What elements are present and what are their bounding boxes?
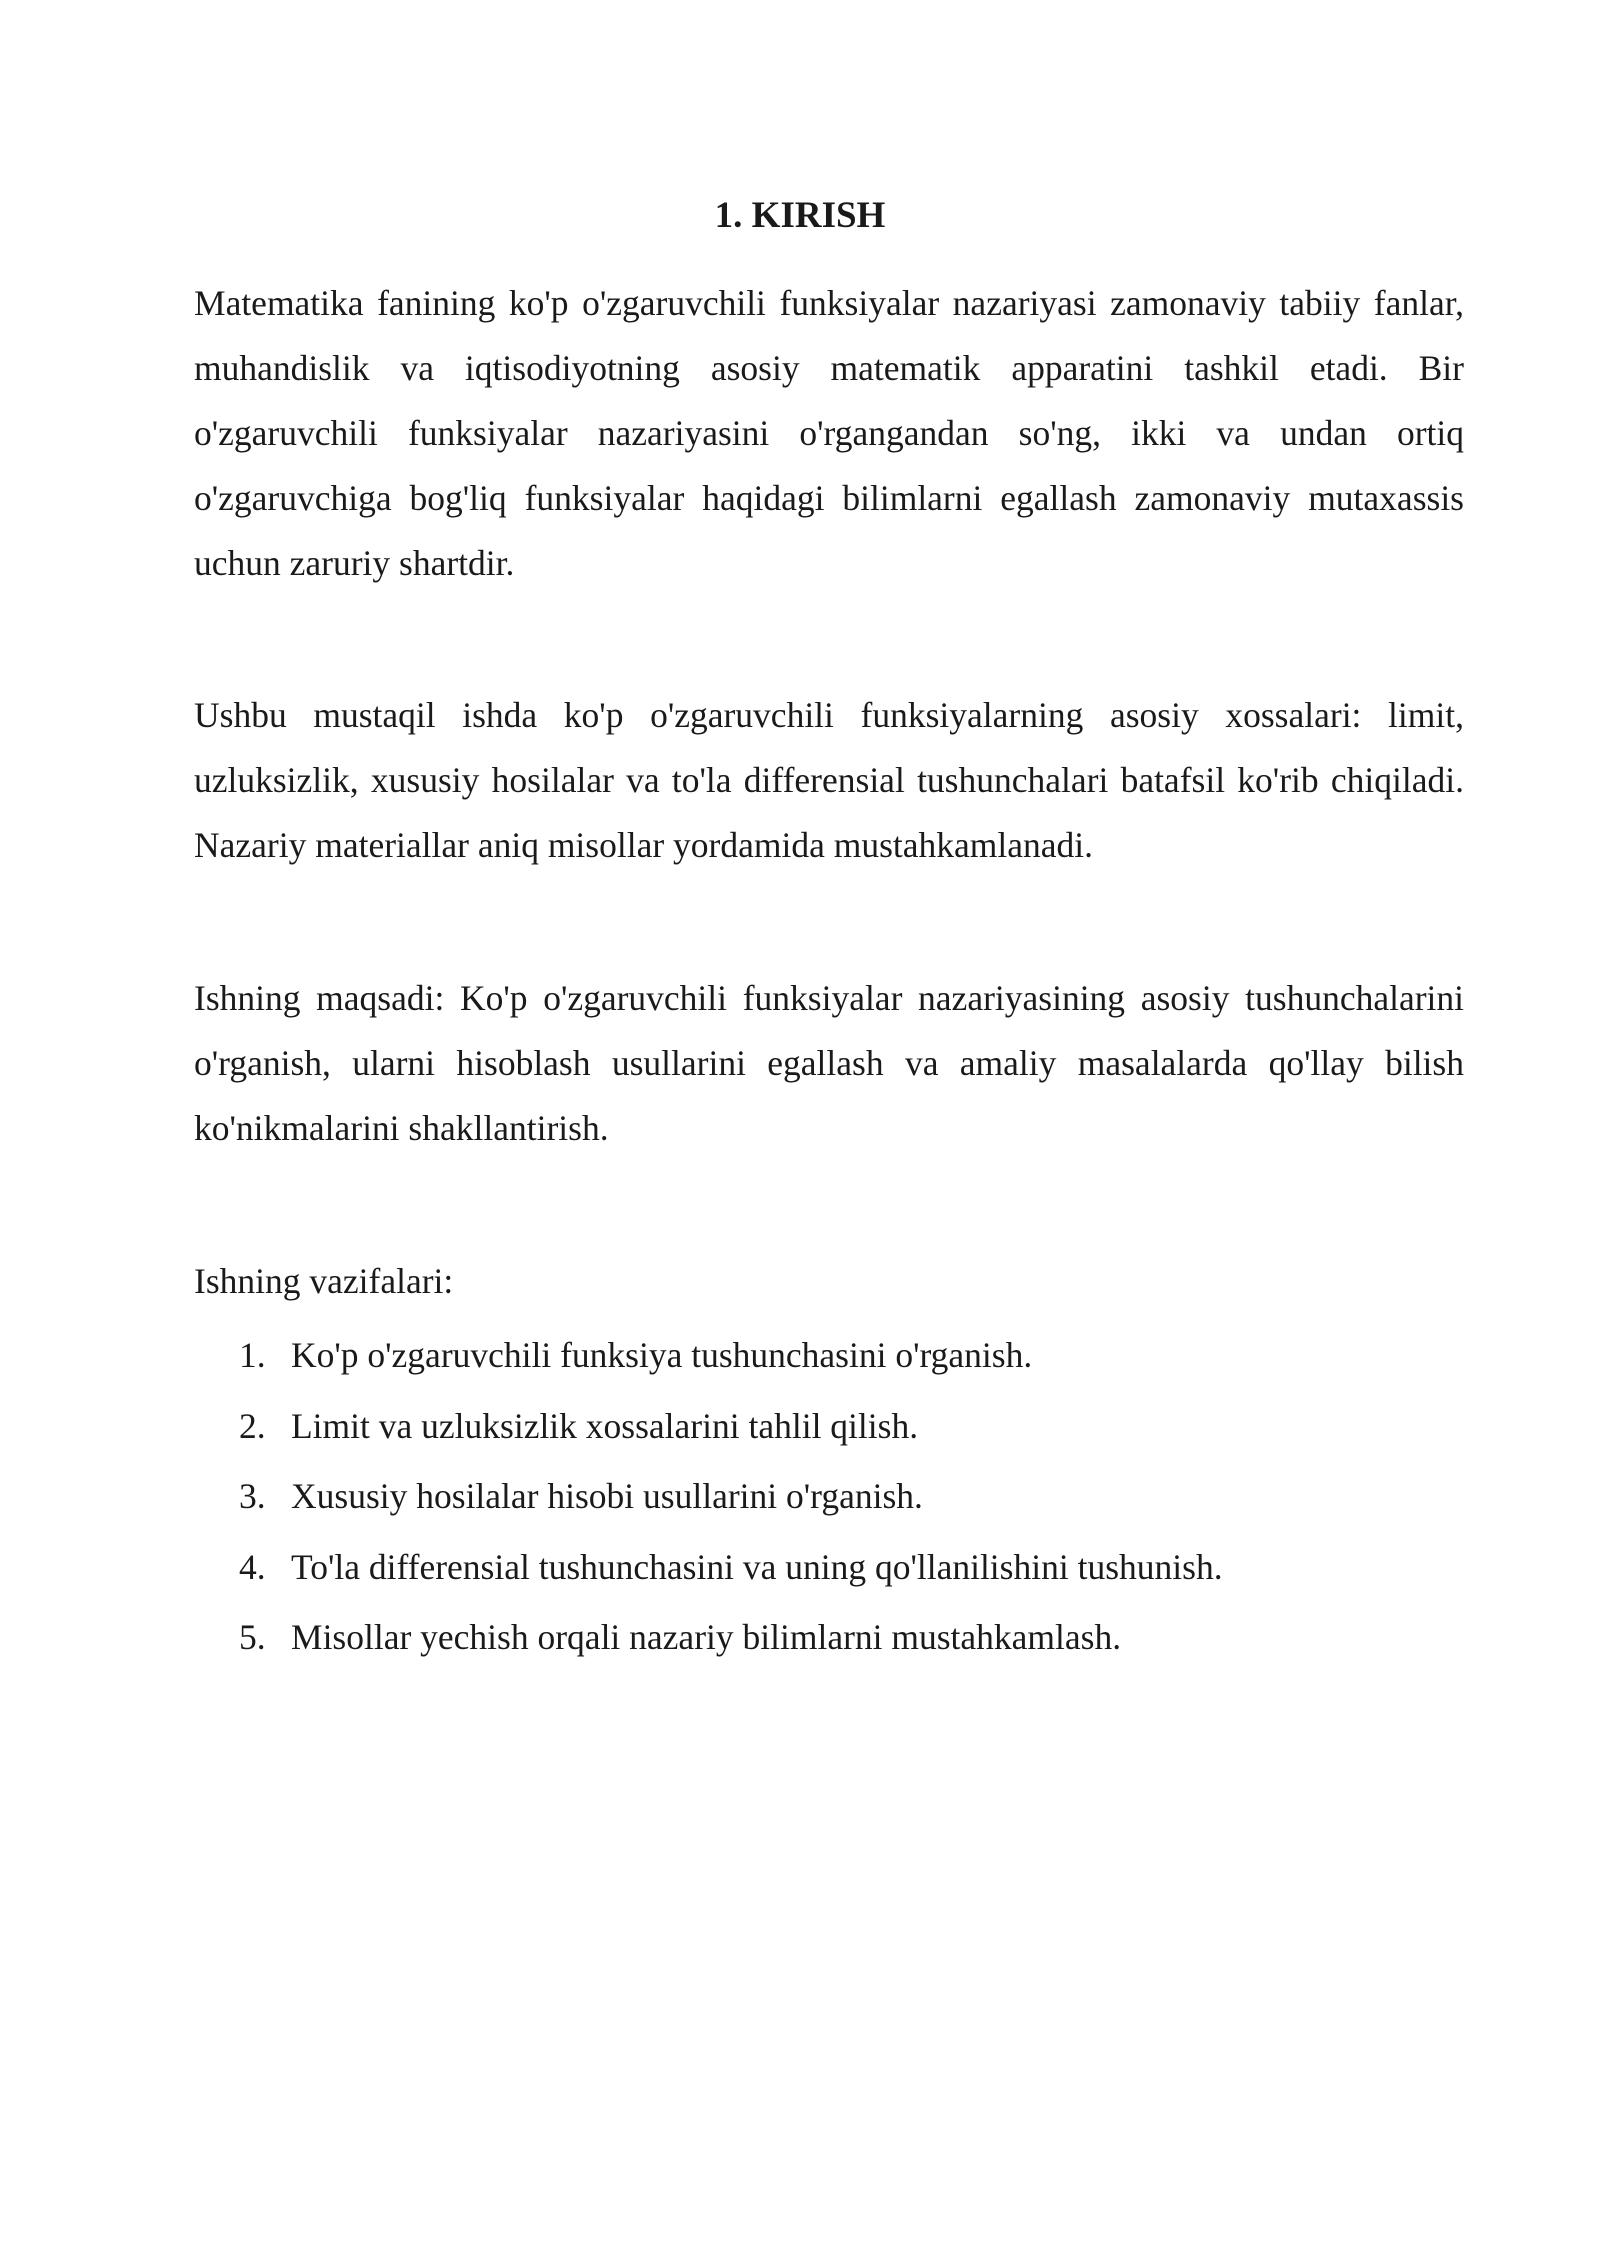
list-item-number: 2. <box>239 1405 266 1446</box>
list-item <box>194 1602 1464 1673</box>
list-item-text: Ko'p o'zgaruvchili funksiya tushunchasini o'rganish. <box>291 1335 1033 1375</box>
list-item-number: 5. <box>239 1617 266 1657</box>
list-item-text: Limit va uzluksizlik xossalarini tahlil qilish. <box>291 1405 919 1446</box>
list-item <box>194 1320 1464 1391</box>
list-item-number: 1. <box>239 1335 266 1375</box>
list-item-text: To'la differensial tushunchasini va uning qo'llanilishini tushunish. <box>291 1546 1223 1587</box>
scope-paragraph: Ushbu mustaqil ishda ko'p o'zgaruvchili funksiyalarning asosiy xossalari: limit, uzluksizlik, xususiy hosilalar va to'la differensial tushunchalari batafsil ko'rib chiqiladi. Nazariy materiallar aniq misollar yordamida mustahkamlanadi. <box>194 695 1464 865</box>
intro-paragraph: Matematika fanining ko'p o'zgaruvchili funksiyalar nazariyasi zamonaviy tabiiy fanlar, muhandislik va iqtisodiyotning asosiy matematik apparatini tashkil etadi. Bir o'zgaruvchili funksiyalar nazariyasini o'rgangandan so'ng, ikki va undan ortiq o'zgaruvchiga bog'liq funksiyalar haqidagi bilimlarni egallash zamonaviy mutaxassis uchun zaruriy shartdir. <box>194 283 1464 583</box>
list-item-text: Xususiy hosilalar hisobi usullarini o'rganish. <box>291 1476 923 1516</box>
list-item-number: 4. <box>239 1546 266 1587</box>
goal-paragraph: Ishning maqsadi: Ko'p o'zgaruvchili funksiyalar nazariyasining asosiy tushunchalarini o'rganish, ularni hisoblash usullarini egallash va amaliy masalalarda qo'llay bilish ko'nikmalarini shakllantirish. <box>194 978 1464 1148</box>
list-item <box>194 1532 1464 1603</box>
list-item <box>194 1391 1464 1462</box>
list-item-number: 3. <box>239 1476 266 1516</box>
list-item <box>194 1461 1464 1532</box>
section-heading: 1. KIRISH <box>714 195 886 236</box>
tasks-label: Ishning vazifalari: <box>194 1261 454 1301</box>
list-item-text: Misollar yechish orqali nazariy bilimlarni mustahkamlash. <box>291 1617 1122 1657</box>
tasks-list <box>194 1320 1464 1673</box>
